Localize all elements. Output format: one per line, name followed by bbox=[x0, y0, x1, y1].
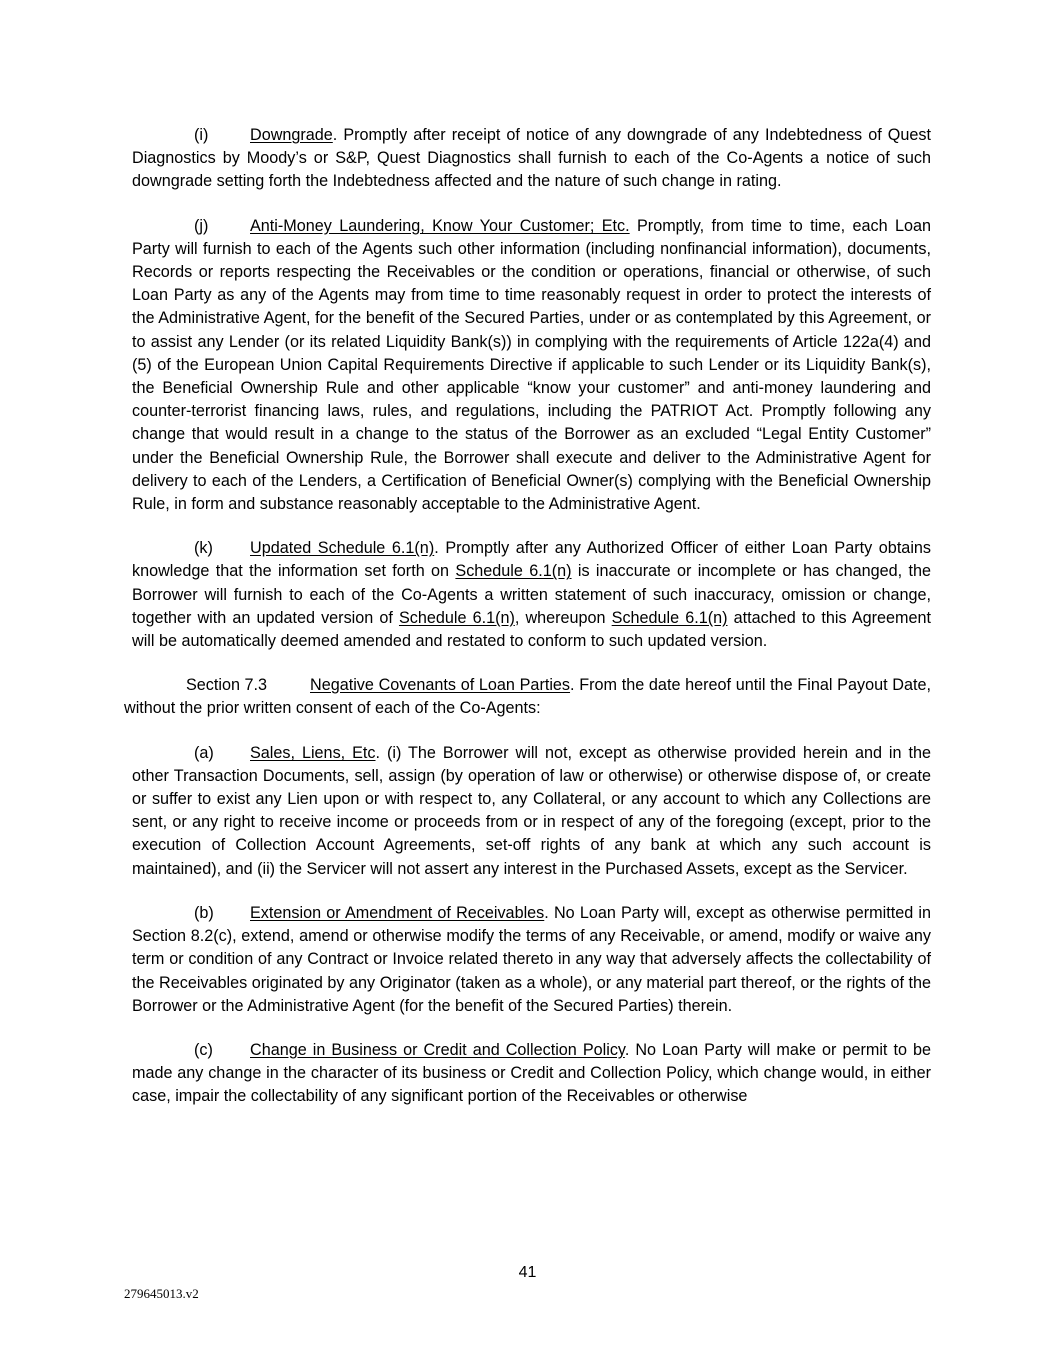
clause-text: . No Loan Party will, except as otherwise permitted in Section 8.2(c), extend, amend or otherwise modify the terms of any Receivable, or amend, modify or waive any term or condition of any Contract or Invoice related thereto in any way that adversely affects the collectability of the Receivables originated by any Originator (taken as a whole), or any material part thereof, or the rights of the Borrower or the Administrative Agent (for the benefit of the Secured Parties) therein. bbox=[132, 903, 931, 1015]
section-heading: Negative Covenants of Loan Parties bbox=[310, 676, 571, 695]
clause-text: , whereupon bbox=[514, 608, 612, 627]
paragraph-sales-liens bbox=[132, 742, 931, 881]
schedule-reference: Schedule 6.1(n) bbox=[455, 562, 572, 581]
paragraph-updated-schedule bbox=[132, 537, 931, 653]
clause-label: (i) bbox=[194, 126, 209, 144]
clause-text: attached to this Agreement will be automatically deemed amended and restated to conform to such updated version. bbox=[132, 608, 932, 651]
clause-text: . No Loan Party will make or permit to be made any change in the character of its business or Credit and Collection Policy, which change would, in either case, impair the collectability of any significant portion of the Receivables or otherwise bbox=[132, 1040, 931, 1106]
clause-text: Promptly, from time to time, each Loan Party will furnish to each of the Agents such other information (including nonfinancial information), documents, Records or reports respecting the Receivables or the condition or operations, financial or otherwise, of such Loan Party as any of the Agents may from time to time reasonably request in order to protect the interests of the Administrative Agent, for the benefit of the Secured Parties, under or as contemplated by this Agreement, or to assist any Lender (or its related Liquidity Bank(s)) in complying with the requirements of Article 122a(4) and (5) of the European Union Capital Requirements Directive if applicable to such Lender or its Liquidity Bank(s), the Beneficial Ownership Rule and other applicable “know your customer” and anti-money laundering and counter-terrorist financing laws, rules, and regulations, including the PATRIOT Act. Promptly following any change that would result in a change to the status of the Borrower as an excluded “Legal Entity Customer” under the Beneficial Ownership Rule, the Borrower shall execute and deliver to the Administrative Agent for delivery to each of the Lenders, a Certification of Beneficial Owner(s) complying with the Beneficial Ownership Rule, in form and substance reasonably acceptable to the Administrative Agent. bbox=[132, 216, 931, 514]
page-number: 41 bbox=[518, 1264, 537, 1281]
clause-label: (a) bbox=[194, 743, 214, 762]
clause-text: is inaccurate or incomplete or has changed, the Borrower will furnish to each of the Co-Agents a written statement of such inaccuracy, omission or change, together with an updated version of bbox=[132, 562, 931, 627]
paragraph-extension-amendment bbox=[132, 902, 931, 1018]
clause-label: (k) bbox=[194, 539, 213, 558]
clause-label: (b) bbox=[194, 903, 214, 922]
paragraph-anti-money-laundering bbox=[132, 215, 931, 517]
clause-heading: Updated Schedule 6.1(n) bbox=[250, 539, 435, 558]
clause-label: (j) bbox=[194, 216, 209, 235]
section-number: Section 7.3 bbox=[186, 676, 267, 695]
document-body bbox=[124, 124, 932, 1130]
clause-text: . (i) The Borrower will not, except as otherwise provided herein and in the other Transaction Documents, sell, assign (by operation of law or otherwise) or otherwise dispose of, or create or suffer to exist any Lien upon or with respect to, any Collateral, or any account to which any Collections are sent, or any right to receive income or proceeds from or in respect of any of the foregoing (except, prior to the execution of Collection Account Agreements, set-off rights of any bank at which any such account is maintained), and (ii) the Servicer will not assert any interest in the Purchased Assets, except as the Servicer. bbox=[132, 743, 931, 878]
clause-heading: Sales, Liens, Etc bbox=[250, 743, 376, 762]
clause-text: . Promptly after any Authorized Officer of either Loan Party obtains knowledge that the information set forth on bbox=[132, 539, 932, 581]
clause-heading: Change in Business or Credit and Collection Policy bbox=[250, 1040, 625, 1059]
clause-text: . Promptly after receipt of notice of any downgrade of any Indebtedness of Quest Diagnostics by Moody’s or S&P, Quest Diagnostics shall furnish to each of the Co-Agents a notice of such downgrade setting forth the Indebtedness affected and the nature of such change in rating. bbox=[132, 126, 931, 191]
clause-heading: Anti-Money Laundering, Know Your Customer; Etc. bbox=[250, 216, 630, 235]
clause-heading: Extension or Amendment of Receivables bbox=[250, 903, 545, 922]
clause-heading: Downgrade bbox=[250, 126, 333, 144]
paragraph-change-in-business bbox=[132, 1039, 931, 1109]
schedule-reference: Schedule 6.1(n) bbox=[398, 608, 515, 627]
clause-label: (c) bbox=[194, 1040, 213, 1059]
document-id: 279645013.v2 bbox=[124, 1286, 199, 1301]
section-text: . From the date hereof until the Final Payout Date, without the prior written consent of each of the Co-Agents: bbox=[124, 676, 931, 718]
section-7-3 bbox=[124, 674, 931, 720]
schedule-reference: Schedule 6.1(n) bbox=[611, 608, 728, 627]
paragraph-downgrade bbox=[132, 124, 931, 194]
